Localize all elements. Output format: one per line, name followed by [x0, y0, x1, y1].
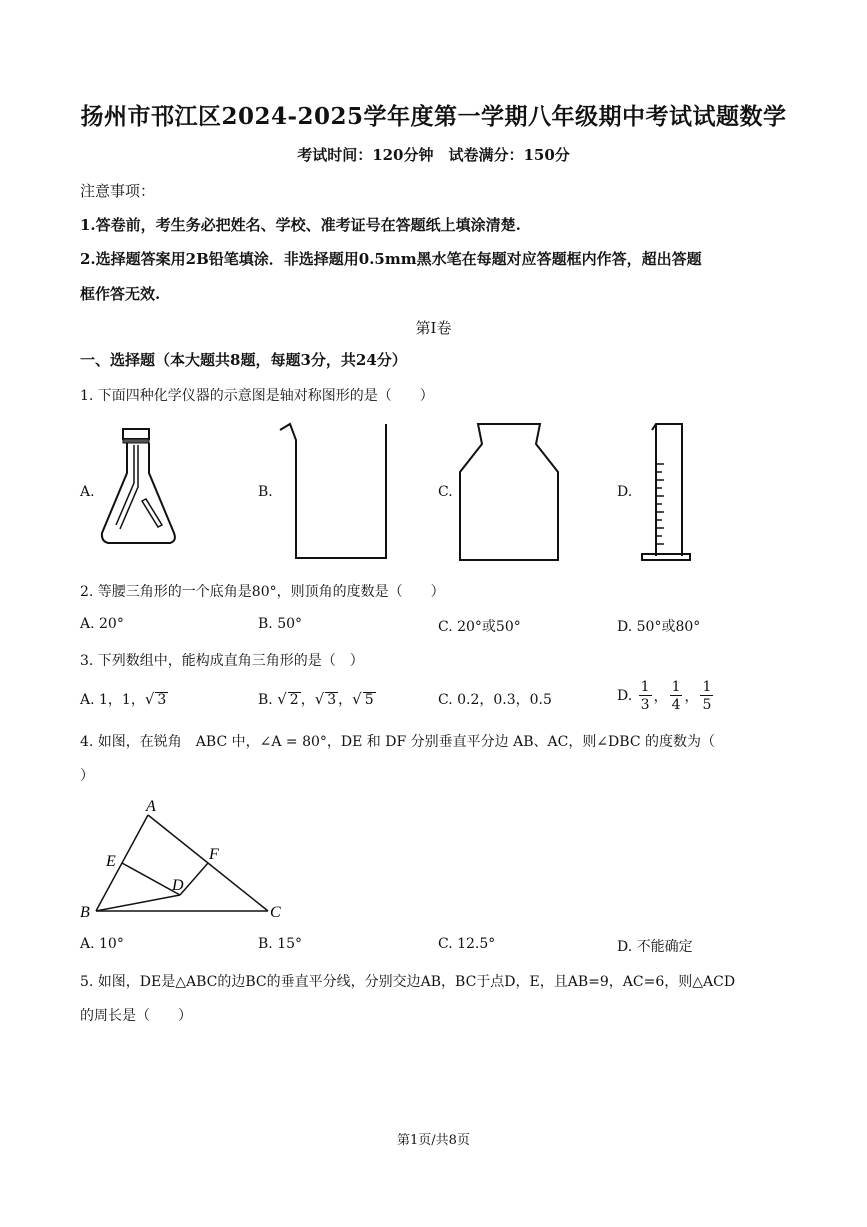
note-item-1: 1.答卷前，考生务必把姓名、学校、准考证号在答题纸上填涂清楚.	[80, 216, 521, 234]
note-item-2-line-1: 2.选择题答案用2B铅笔填涂．非选择题用0.5mm黑水笔在每题对应答题框内作答，超出答题	[80, 250, 702, 268]
q1-option-d-label: D.	[617, 484, 633, 500]
notes-heading: 注意事项：	[80, 182, 156, 200]
sqrt-icon: √	[352, 690, 362, 708]
fraction-numerator: 1	[640, 679, 650, 695]
q3-option-b-radicand-1: 2	[289, 692, 299, 708]
q4-option-d: D. 不能确定	[617, 939, 693, 955]
triangle-abc-figure	[76, 795, 296, 925]
sqrt-icon: √	[144, 690, 155, 708]
question-3-text: 3. 下列数组中，能构成直角三角形的是（ ）	[80, 653, 364, 669]
sqrt-icon: √	[314, 690, 325, 708]
page-number: 第1页/共8页	[397, 1133, 470, 1148]
fraction	[639, 680, 652, 712]
question-4-line-1: 4. 如图，在锐角 ABC 中，∠A = 80°，DE 和 DF 分别垂直平分边 AB、AC，则∠DBC 的度数为（	[80, 734, 715, 750]
question-5-line-1: 5. 如图，DE是△ABC的边BC的垂直平分线，分别交边AB，BC于点D，E，且AB=9，AC=6，则△ACD	[80, 974, 736, 990]
q3-option-b-label: B.	[258, 692, 273, 708]
label-e: E	[106, 853, 116, 870]
separator: ，	[338, 692, 353, 708]
question-1-text: 1. 下面四种化学仪器的示意图是轴对称图形的是（ ）	[80, 388, 434, 404]
question-2-text: 2. 等腰三角形的一个底角是80°，则顶角的度数是（ ）	[80, 584, 445, 600]
q3-option-a-radicand: 3	[157, 692, 167, 708]
separator: ，	[684, 689, 699, 705]
q1-option-b-label: B.	[258, 484, 273, 500]
fraction-denominator: 4	[671, 697, 681, 713]
q3-option-a	[80, 689, 168, 709]
q4-option-b: B. 15°	[258, 936, 303, 952]
q3-option-b	[258, 689, 376, 709]
q2-option-b: B. 50°	[258, 616, 303, 632]
beaker-figure	[278, 420, 394, 562]
label-a: A	[146, 798, 156, 815]
volume-heading: 第Ⅰ卷	[415, 319, 452, 337]
label-f: F	[209, 846, 219, 863]
q3-option-a-label: A.	[80, 692, 95, 708]
separator: ，	[300, 692, 315, 708]
q4-option-a: A. 10°	[80, 936, 124, 952]
question-4-line-2: ）	[80, 768, 94, 784]
bottle-figure	[456, 422, 562, 562]
label-c: C	[270, 904, 281, 921]
page-title: 扬州市邗江区2024-2025学年度第一学期八年级期中考试试题数学	[80, 103, 787, 130]
q3-option-c: C. 0.2，0.3，0.5	[438, 692, 552, 708]
fraction-denominator: 5	[702, 697, 712, 713]
fraction-numerator: 1	[702, 679, 712, 695]
q3-option-d	[617, 680, 715, 712]
fraction	[670, 680, 683, 712]
exam-info: 考试时间：120分钟 试卷满分：150分	[297, 146, 570, 164]
label-d: D	[172, 877, 184, 894]
section-heading: 一、选择题（本大题共8题，每题3分，共24分）	[80, 351, 407, 369]
flask-figure	[96, 425, 182, 555]
q1-option-a-label: A.	[80, 484, 95, 500]
graduated-cylinder-figure	[638, 420, 694, 564]
note-item-2-line-2: 框作答无效.	[80, 285, 161, 303]
q3-option-b-radicand-3: 5	[364, 692, 374, 708]
sqrt-icon: √	[277, 690, 287, 708]
q3-option-a-values: 1，1，	[99, 692, 145, 708]
label-b: B	[80, 904, 90, 921]
fraction	[700, 680, 713, 712]
q1-option-c-label: C.	[438, 484, 453, 500]
q3-option-b-radicand-2: 3	[327, 692, 337, 708]
q4-option-c: C. 12.5°	[438, 936, 496, 952]
fraction-denominator: 3	[640, 697, 650, 713]
separator: ，	[653, 689, 668, 705]
q2-option-a: A. 20°	[80, 616, 124, 632]
fraction-numerator: 1	[671, 679, 681, 695]
q2-option-d: D. 50°或80°	[617, 619, 701, 635]
q3-option-d-label: D.	[617, 688, 633, 704]
question-5-line-2: 的周长是（ ）	[80, 1008, 192, 1024]
q2-option-c: C. 20°或50°	[438, 619, 521, 635]
